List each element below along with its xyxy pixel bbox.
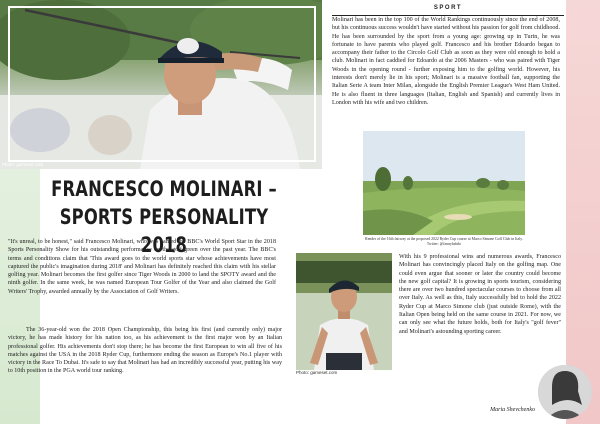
section-tag: SPORT	[332, 5, 564, 16]
article-paragraph-3: Molinari has been in the top 100 of the World Rankings continuously since the end of 2008, but his continuous success wouldn't have started without his passion for golf from childhood. He has been surrounded by the sport from a young age: growing up in Turin, he was fortunate to have parents who played golf. Francesco and his brother Edoardo began to accompany their father to the Circolo Golf Club as soon as they were old enough to hold a club. Molinari in fact caddied for Edoardo at the 2006 Masters - who was paired with Tiger Woods in the opening round - further exposing him to the golfing world. However, his interests don't merely lie in his sport; Molinari is a massive football fan, supporting the Italian Serie A team Inter Milan, alongside the English Premier League's West Ham United. He is also fluent in three languages (Italian, English and Spanish) and currently lives in London with his wife and two children.	[332, 17, 560, 106]
hero-golfer-photo	[0, 0, 322, 169]
author-avatar	[538, 365, 592, 419]
author-avatar-illustration	[538, 365, 592, 419]
course-illustration	[363, 131, 525, 235]
author-name: Maria Shevchenko	[490, 407, 535, 413]
article-paragraph-2: The 36-year-old won the 2018 Open Championship, this being his first (and currently only) major victory, he has made history for his nation too, as his achievement is the first major won by an Italian professional golfer. His achievements don't stop there; he has become the first European to win all five of his matches against the USA in the 2018 Ryder Cup, furthermore ending the season as Europe's No.1 player with victory in the Race To Dubai. It's safe to say that Molinari has had an incredibly successful year, putting his way to 10th position in the PGA world tour ranking.	[8, 327, 282, 375]
hero-photo-credit: Photo: gameset.com	[2, 162, 44, 167]
course-photo-caption: Render of the 16th fairway at the proposed 2022 Ryder Cup course at Marco Simone Golf Club in Italy. Twitter: @fannybabdo	[365, 237, 523, 246]
article-paragraph-4: With his 9 professional wins and numerous awards, Francesco Molinari has convincingly placed Italy on the golfing map. One could even argue that sooner or later the country could become the new golf capital? It is growing in sports tourism, considering there are over two hundred spectacular courses to choose from all over Italy. As well as this, Italy successfully bid to hold the 2022 Ryder Cup at Marco Simone club (just outside Rome), with the Italian Open being held on the same course in 2021. For now, we can only see what the future holds, both for Italy's "golf fever" and Molinari's astounding sporting career.	[399, 254, 561, 335]
hero-frame	[8, 6, 316, 162]
molinari-portrait-photo	[296, 253, 392, 370]
article-title: FRANCESCO MOLINARI – SPORTS PERSONALITY 2018	[51, 177, 277, 257]
flag-red-band	[566, 0, 600, 424]
portrait-photo-credit: Photo: gameset.com	[296, 370, 338, 375]
golf-course-photo	[363, 131, 525, 235]
article-paragraph-1: "It's unreal, to be honest," said Francesco Molinari, who was named the BBC's World Sport Star in the 2018 Sports Personality Show for his outstanding performance on the golf green over the past year. The BBC's terms and conditions claim that 'This award goes to the world sports star whose achievements have most captured the public's imagination during 2018' and Molinari has definitely reached this claim with his stellar golfing year. Molinari becomes the first golfer since Tiger Woods in 2000 to land the SPOTY award and the ninth golfer. In the same week, he was named European Tour Golfer of the Year and also claimed the Golf Writers' Trophy, awarded annually by the Association of Golf Writers.	[8, 239, 276, 295]
portrait-illustration	[296, 253, 392, 370]
